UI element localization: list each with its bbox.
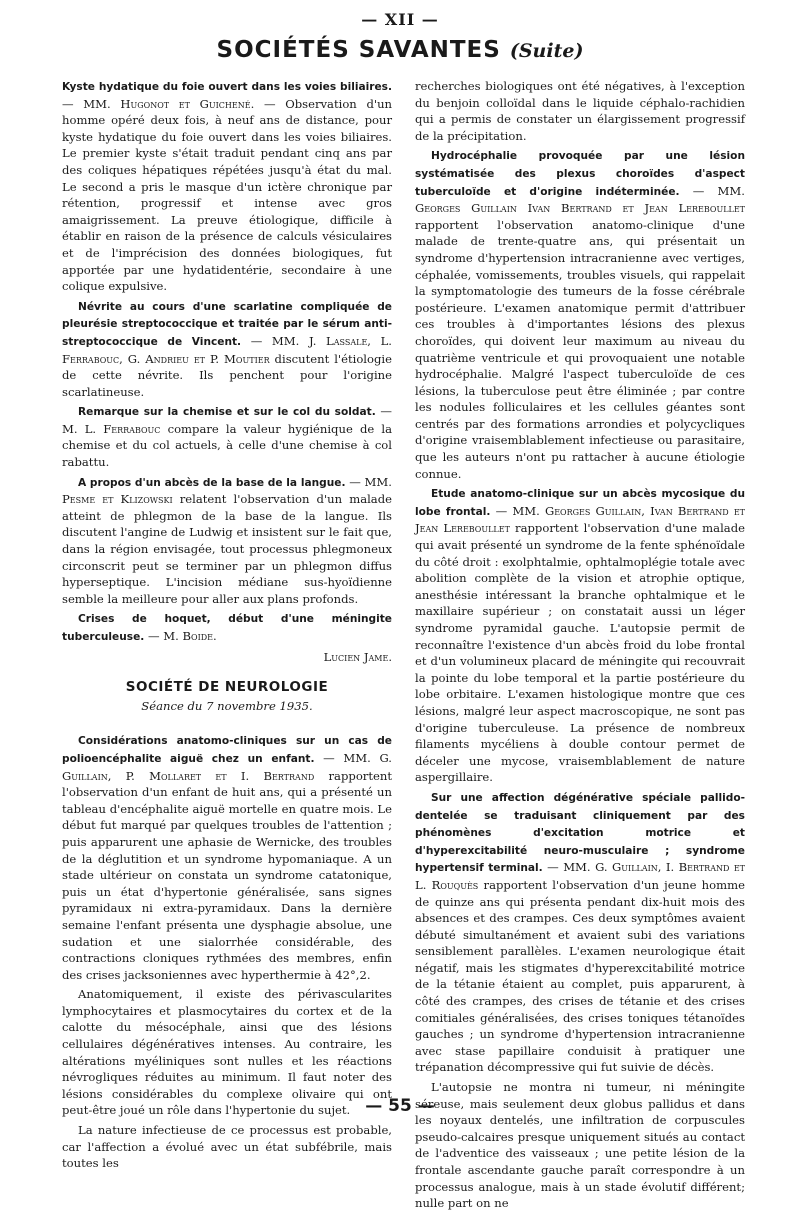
right-column <box>415 78 745 1215</box>
paragraph-continuation: recherches biologiques ont été négatives, à l'exception du benjoin colloïdal dans le liquide céphalo-rachidien qui a permis de constater un élargissement progressif de la précipitation. <box>415 79 745 143</box>
paragraph-infectious-nature: La nature infectieuse de ce processus est probable, car l'affection a évolué avec un état subfébrile, mais toutes les <box>62 1123 392 1171</box>
roman-page-number: — XII — <box>361 10 439 29</box>
article-hiccup-meningitis: Crises de hoquet, début d'une méningite tuberculeuse. — M. Boide. <box>62 613 392 643</box>
paragraph-anatomy: Anatomiquement, il existe des périvascularites lymphocytaires et plasmocytaires du cortex et de la calotte du mésocéphale, ainsi que des lésions cellulaires dégénératives intenses. Au contraire, les altérations myéliniques sont nulles et les réactions névrogliques réduites au minimum. Il faut noter des lésions considérables du complexe olivaire qui ont peut-être joué un rôle dans l'hypertonie du sujet. <box>62 987 392 1118</box>
article-mycotic-abscess: Etude anatomo-clinique sur un abcès mycosique du lobe frontal. — MM. Georges Guillain, Ivan Bertrand et Jean Lereboullet rapportent l'observation d'une malade qui avait présenté un syndrome de la fente sphénoïdale du côté droit : exolphtalmie, ophtalmoplégie totale avec abolition complète de la vision et atrophie optique, anesthésie intéressant la branche ophtalmique et le maxillaire supérieur ; on constatait aussi un léger syndrome pyramidal gauche. L'autopsie permit de reconnaître l'existence d'un abcès froid du lobe frontal et d'un volumineux placard de méningite qui recouvrait la pointe du lobe temporal et la partie postérieure du lobe orbitaire. L'examen histologique montre que ces lésions, malgré leur aspect macroscopique, ne sont pas d'origine tuberculeuse. La présence de nombreux filaments mycéliens à double contour permet de déceler une mycose, vraisemblablement de nature aspergillaire. <box>415 488 746 785</box>
paragraph-autopsy: L'autopsie ne montra ni tumeur, ni méningite séreuse, mais seulement deux globus pallidus et dans les noyaux dentelés, une infiltration de corpuscules pseudo-calcaires presque uniquement situés au contact de l'adventice des vaisseaux ; une petite lésion de la frontale ascendante gauche paraît correspondre à un processus analogue, mais à un stade évolutif différent; nulle part on ne <box>415 1080 745 1211</box>
page-title <box>0 37 800 63</box>
page-number: — 55 — <box>365 1096 435 1116</box>
section-title: SOCIÉTÉ DE NEUROLOGIE <box>125 679 329 696</box>
article-hydrocephalus: Hydrocéphalie provoquée par une lésion systématisée des plexus choroïdes d'aspect tuberculoïde et d'origine indéterminée. — MM. Georges Guillain Ivan Bertrand et Jean Lereboullet rapportent l'observation anatomo-clinique d'une malade de trente-quatre ans, qui présentait un syndrome d'hypertension intracranienne avec vertiges, céphalée, vomissements, troubles visuels, qui rappelait la symptomatologie des tumeurs de la fosse cérébrale postérieure. L'examen anatomique permit d'attribuer ces troubles à d'importantes lésions des plexus choroïdes, qui doivent leur maximum au niveau du quatrième ventricule et qui provoquaient une notable hydrocéphalie. Malgré l'aspect tuberculoïde de ces lésions, la tuberculose peut être éliminée ; par contre les nodules folliculaires et les cellules géantes sont centrés par des formations arrondies et polycycliques d'origine vraisemblablement infectieuse ou parasitaire, que les auteurs n'ont pu rattacher à aucune étiologie connue. <box>415 150 745 481</box>
article-polioencephalitis: Considérations anatomo-cliniques sur un cas de polioencéphalite aiguë chez un enfant. — MM. G. Guillain, P. Mollaret et I. Bertrand rapportent l'observation d'un enfant de huit ans, qui a présenté un tableau d'encéphalite aiguë mortelle en quatre mois. Le début fut marqué par quelques troubles de l'attention ; puis apparurent une aphasie de Wernicke, des troubles de la déglutition et un syndrome hypomaniaque. A un stade ultérieur on constata un syndrome catatonique, puis un état d'hypertonie généralisée, sans signes pyramidaux ni extra-pyramidaux. Dans la dernière semaine l'enfant présenta une dysphagie absolue, une sudation et une sialorrhée considérable, des contractions cloniques rythmées des membres, enfin des crises jacksoniennes avec hyperthermie à 42°,2. <box>62 735 392 982</box>
article-pallido-dentate: Sur une affection dégénérative spéciale pallido-dentelée se traduisant cliniquement par des phénomènes d'excitation motrice et d'hyperexcitabilité neuro-musculaire ; syndrome hypertensif terminal. — MM. G. Guillain, I. Bertrand et L. Rouquès rapportent l'observation d'un jeune homme de quinze ans qui présenta pendant dix-huit mois des absences et des crampes. Ces deux symptômes avaient débuté simultanément et avaient subi des variations sensiblement parallèles. L'examen neurologique était négatif, mais les stigmates d'hyperexcitabilité motrice de la tétanie étaient au complet, puis apparurent, à côté des crampes, des crises de tétanie et des crises comitiales généralisées, des crises toniques tétanoïdes gauches ; un syndrome d'hypertension intracranienne avec stase papillaire conduisit à pratiquer une trépanation décompressive qui fut suivie de décès. <box>415 791 745 1075</box>
left-column <box>62 78 392 1175</box>
section-date: Séance du 7 novembre 1935. <box>141 698 313 713</box>
article-soldier-shirt: Remarque sur la chemise et sur le col du soldat. — M. L. Ferrabouc compare la valeur hygiénique de la chemise et du col actuels, à celle d'une chemise à col rabattu. <box>62 404 393 470</box>
title-main: SOCIÉTÉS SAVANTES <box>216 37 501 63</box>
article-hydatid-cyst: Kyste hydatique du foie ouvert dans les voies biliaires. — MM. Hugonot et Guichené. — Observation d'un homme opéré deux fois, à neuf ans de distance, pour kyste hydatique du foie ouvert dans les voies biliaires. Le premier kyste s'était traduit pendant cinq ans par des coliques hépatiques répétées jusqu'à état du mal. Le second a pris le masque d'un ictère chronique par rétention, progressif et intense avec gros amaigrissement. La preuve étiologique, difficile à établir en raison de la présence de calculs vésiculaires et de l'imprécision des données biologiques, fut apportée par une hydatidentérie, secondaire à une colique expulsive. <box>62 81 392 294</box>
author-signature: Lucien Jame. <box>323 649 392 664</box>
article-scarlatina-neuritis: Névrite au cours d'une scarlatine compliquée de pleurésie streptococcique et traitée par le sérum anti-streptococcique de Vincent. — MM. J. Lassale, L. Ferrabouc, G. Andrieu et P. Moutier discutent l'étiologie de cette névrite. Ils penchent pour l'origine scarlatineuse. <box>62 300 392 399</box>
title-suffix: (Suite) <box>509 40 584 62</box>
article-tongue-abscess: A propos d'un abcès de la base de la langue. — MM. Pesme et Klizowski relatent l'observation d'un malade atteint de phlegmon de la base de la langue. Ils discutent l'angine de Ludwig et insistent sur le fait que, dans la région envisagée, tout processus phlegmoneux circonscrit peut se terminer par un phlegmon diffus hyperseptique. L'incision médiane sus-hyoïdienne semble la meilleure pour aller aux plans profonds. <box>62 474 393 606</box>
